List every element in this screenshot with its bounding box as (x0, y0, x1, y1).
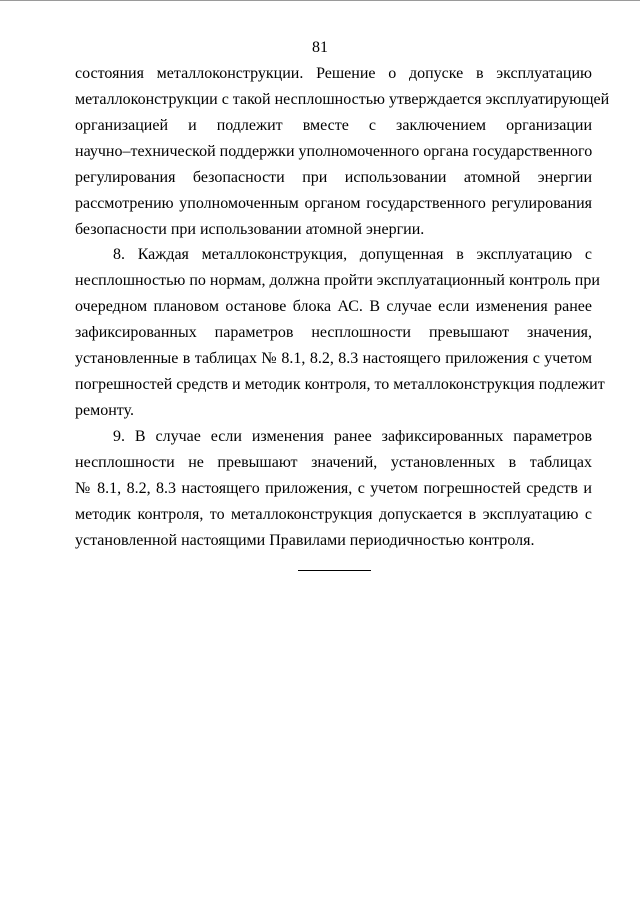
text-line: несплошности не превышают значений, установленных в таблицах (75, 454, 592, 471)
page-top-edge (0, 0, 640, 1)
text-line: металлоконструкции с такой несплошностью утверждается эксплуатирующей (75, 91, 610, 108)
text-line: методик контроля, то металлоконструкция допускается в эксплуатацию с (75, 506, 592, 523)
text-line: ремонту. (75, 402, 134, 419)
text-line: зафиксированных параметров несплошности превышают значения, (75, 324, 592, 341)
text-line: погрешностей средств и методик контроля, то металлоконструкция подлежит (75, 376, 605, 393)
text-line: очередном плановом останове блока АС. В случае если изменения ранее (75, 298, 592, 315)
text-line: установленные в таблицах № 8.1, 8.2, 8.3 настоящего приложения с учетом (75, 350, 592, 367)
item-9-first-line: 9. В случае если изменения ранее зафиксированных параметров (113, 428, 592, 445)
text-line: состояния металлоконструкции. Решение о допуске в эксплуатацию (75, 65, 592, 82)
text-line: безопасности при использовании атомной энергии. (75, 221, 425, 238)
text-line: регулирования безопасности при использовании атомной энергии (75, 169, 592, 186)
text-line: установленной настоящими Правилами периодичностью контроля. (75, 532, 535, 549)
text-line: научно–технической поддержки уполномоченного органа государственного (75, 143, 593, 160)
text-line: № 8.1, 8.2, 8.3 настоящего приложения, с учетом погрешностей средств и (75, 480, 592, 497)
text-line: организацией и подлежит вместе с заключением организации (75, 117, 592, 134)
page-number: 81 (312, 39, 328, 56)
item-8-first-line: 8. Каждая металлоконструкция, допущенная в эксплуатацию с (113, 246, 592, 263)
text-line: несплошностью по нормам, должна пройти эксплуатационный контроль при (75, 272, 600, 289)
closing-separator-rule (298, 570, 371, 571)
text-line: рассмотрению уполномоченным органом государственного регулирования (75, 195, 592, 212)
